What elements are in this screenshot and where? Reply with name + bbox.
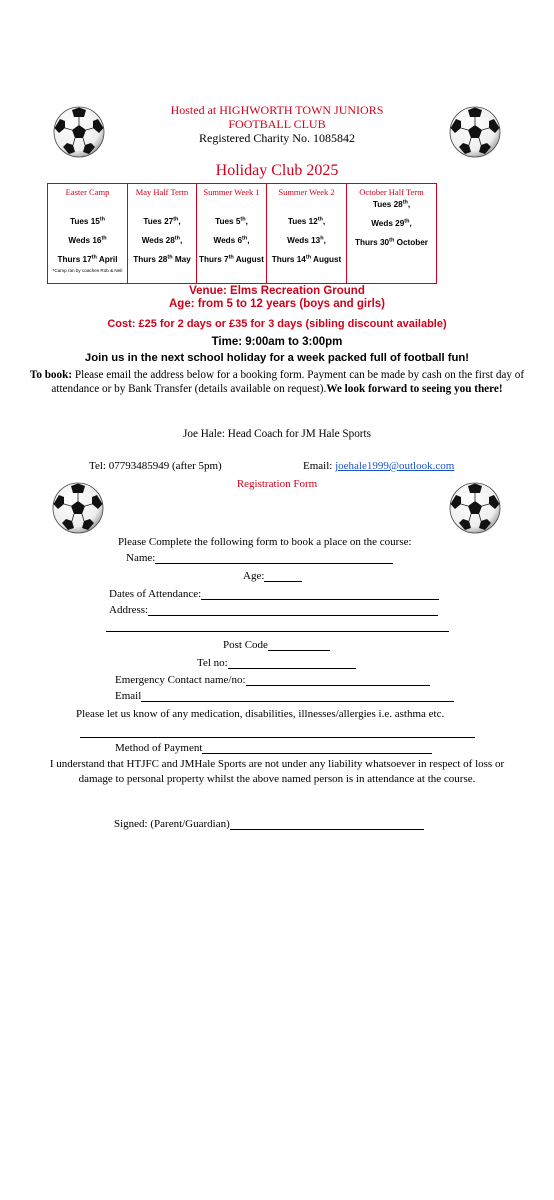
medical-text: Please let us know of any medication, disabilities, illnesses/allergies i.e. asthma etc. <box>76 708 445 720</box>
contact-email <box>303 460 454 472</box>
schedule-date <box>197 217 266 227</box>
email-field-label: Email <box>115 690 142 702</box>
date-suffix: th <box>173 216 179 223</box>
date-trailing: , <box>180 236 183 245</box>
dates-field[interactable] <box>201 588 439 600</box>
postcode-field[interactable] <box>268 639 330 651</box>
schedule-column-header: Easter Camp <box>65 187 110 197</box>
email-link[interactable]: joehale1999@outlook.com <box>335 460 455 472</box>
date-trailing: , <box>178 217 181 226</box>
date-suffix: th <box>389 237 395 244</box>
email-field[interactable] <box>141 690 454 702</box>
tel-field[interactable] <box>228 657 356 669</box>
age-field[interactable] <box>264 570 302 582</box>
contact-tel: Tel: 07793485949 (after 5pm) <box>89 460 222 472</box>
schedule-table <box>47 183 437 284</box>
date-day: Weds 13 <box>287 236 321 245</box>
coach-text: Joe Hale: Head Coach for JM Hale Sports <box>183 428 371 440</box>
schedule-note: *Camp ran by coaches Rob & Neil <box>52 268 123 273</box>
date-trailing: , <box>245 217 248 226</box>
venue-text: Venue: Elms Recreation Ground <box>189 285 365 297</box>
date-day: Tues 28 <box>372 200 403 209</box>
date-suffix: th <box>174 235 180 242</box>
schedule-date <box>347 200 436 210</box>
schedule-date <box>48 255 127 265</box>
payment-label: Method of Payment <box>115 742 203 754</box>
address-field[interactable] <box>148 604 438 616</box>
name-row <box>126 552 393 564</box>
date-trailing: May <box>172 255 191 264</box>
booking-text: Please email the address below for a booking form. Payment can be made by cash on the first day of attendance or by Bank Transfer (details available on request). <box>51 369 525 395</box>
date-day: Tues 27 <box>143 217 174 226</box>
date-day: Weds 29 <box>371 219 405 228</box>
schedule-date <box>267 255 346 265</box>
date-day: Weds 6 <box>213 236 243 245</box>
date-suffix: th <box>404 218 410 225</box>
date-suffix: th <box>99 216 106 223</box>
schedule-column <box>128 184 197 283</box>
date-trailing: August <box>311 255 342 264</box>
schedule-date <box>48 217 127 227</box>
date-day: Thurs 28 <box>133 255 168 264</box>
payment-field[interactable] <box>202 742 432 754</box>
date-trailing: October <box>394 238 428 247</box>
date-day: Thurs 30 <box>354 238 390 247</box>
email-row <box>115 690 454 702</box>
charity-number: Registered Charity No. 1085842 <box>199 131 355 145</box>
schedule-date <box>128 236 196 246</box>
email-label: Email: <box>303 460 336 472</box>
time-text: Time: 9:00am to 3:00pm <box>211 336 343 348</box>
football-icon-right-bottom <box>449 482 501 534</box>
date-day: Thurs 17 <box>57 255 92 264</box>
schedule-date <box>347 219 436 229</box>
date-suffix: th <box>228 254 234 261</box>
date-suffix: th <box>317 216 323 223</box>
signed-label: Signed: (Parent/Guardian) <box>114 818 230 830</box>
schedule-date <box>347 238 436 248</box>
date-trailing: , <box>322 217 326 226</box>
booking-paragraph <box>20 368 534 396</box>
date-day: Weds 28 <box>141 236 175 245</box>
date-suffix: th <box>242 235 248 242</box>
name-label: Name: <box>126 552 156 564</box>
schedule-column <box>347 184 436 283</box>
postcode-row <box>223 639 330 651</box>
signed-row <box>114 818 424 830</box>
schedule-date <box>48 236 127 246</box>
schedule-column-header: Summer Week 2 <box>278 187 335 197</box>
date-trailing: , <box>407 200 411 209</box>
schedule-column <box>48 184 128 283</box>
postcode-label: Post Code <box>223 639 268 651</box>
payment-row <box>115 742 432 754</box>
schedule-column-header: May Half Term <box>135 187 189 197</box>
page-title: Holiday Club 2025 <box>215 162 339 179</box>
tel-row <box>197 657 356 669</box>
age-label: Age: <box>243 570 265 582</box>
disclaimer-text: I understand that HTJFC and JMHale Sports are not under any liability whatsoever in respect of loss or damage to personal property whilst the above named person is in attendance at the course. <box>49 758 505 785</box>
hosted-line-2: FOOTBALL CLUB <box>228 117 326 131</box>
schedule-column-header: October Half Term <box>359 187 424 197</box>
registration-heading: Registration Form <box>236 478 318 490</box>
date-suffix: th <box>167 254 173 261</box>
name-field[interactable] <box>155 552 393 564</box>
dates-row <box>109 588 439 600</box>
schedule-date <box>128 255 196 265</box>
schedule-date <box>267 236 346 246</box>
schedule-date <box>128 217 196 227</box>
date-day: Thurs 14 <box>271 255 306 264</box>
schedule-date <box>197 236 266 246</box>
schedule-column <box>197 184 267 283</box>
date-trailing: August <box>233 255 264 264</box>
emergency-field[interactable] <box>246 674 430 686</box>
join-text: Join us in the next school holiday for a week packed full of football fun! <box>84 352 470 364</box>
schedule-column <box>267 184 347 283</box>
booking-closing: We look forward to seeing you there! <box>326 383 503 395</box>
dates-label: Dates of Attendance: <box>109 588 202 600</box>
date-day: Tues 15 <box>69 217 100 226</box>
form-intro: Please Complete the following form to book a place on the course: <box>118 536 412 548</box>
tel-label: Tel no: <box>197 657 228 669</box>
booking-label: To book: <box>29 369 73 381</box>
date-suffix: th <box>240 216 246 223</box>
date-suffix: th <box>305 254 312 261</box>
emergency-row <box>115 674 430 686</box>
address-label: Address: <box>109 604 149 616</box>
date-trailing: , <box>409 219 412 228</box>
emergency-label: Emergency Contact name/no: <box>115 674 246 686</box>
date-suffix: th <box>101 235 107 242</box>
date-trailing: , <box>323 236 326 245</box>
age-row <box>243 570 302 582</box>
hosted-line-1: Hosted at HIGHWORTH TOWN JUNIORS <box>170 103 384 117</box>
date-day: Tues 5 <box>215 217 241 226</box>
date-suffix: th <box>402 199 408 206</box>
schedule-date <box>197 255 266 265</box>
date-day: Thurs 7 <box>199 255 229 264</box>
football-icon-left-bottom <box>52 482 104 534</box>
date-suffix: h <box>320 235 324 242</box>
address-row <box>109 604 438 616</box>
date-day: Weds 16 <box>68 236 102 245</box>
cost-text: Cost: £25 for 2 days or £35 for 3 days (sibling discount available) <box>107 318 447 330</box>
age-text: Age: from 5 to 12 years (boys and girls) <box>168 298 385 310</box>
date-trailing: , <box>247 236 250 245</box>
schedule-date <box>267 217 346 227</box>
signature-field[interactable] <box>230 818 424 830</box>
date-suffix: th <box>91 254 97 261</box>
address-line-2[interactable] <box>106 631 449 632</box>
date-day: Tues 12 <box>287 217 318 226</box>
medical-field[interactable] <box>80 737 475 738</box>
schedule-column-header: Summer Week 1 <box>203 187 260 197</box>
date-trailing: April <box>96 255 118 264</box>
